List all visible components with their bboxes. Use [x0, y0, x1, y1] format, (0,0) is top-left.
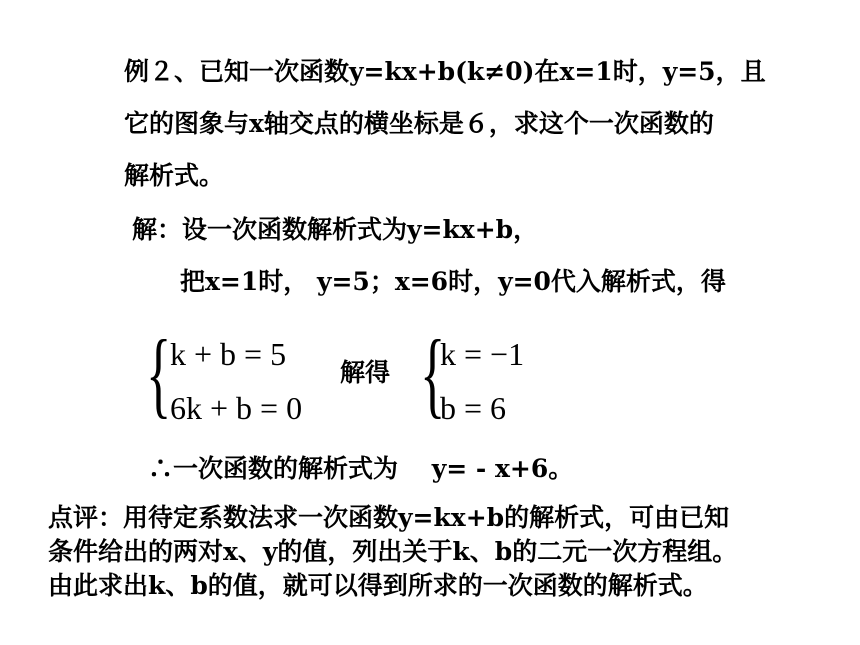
solution-line-2: 把x=1时， y=5；x=6时，y=0代入解析式，得 [180, 267, 726, 296]
problem-line-1: 例２、已知一次函数y=kx+b(k≠0)在x=1时，y=5，且 [124, 57, 766, 86]
comment-line-2: 条件给出的两对x、y的值，列出关于k、b的二元一次方程组。 [48, 537, 738, 566]
problem-line-2: 它的图象与x轴交点的横坐标是６，求这个一次函数的 [124, 109, 714, 138]
right-brace: { [420, 320, 446, 427]
result-k: k = −1 [440, 336, 525, 372]
equation-2: 6k + b = 0 [170, 390, 303, 426]
equation-1: k + b = 5 [170, 336, 287, 372]
result-b: b = 6 [440, 390, 507, 426]
problem-line-3: 解析式。 [124, 161, 225, 190]
comment-line-3: 由此求出k、b的值，就可以得到所求的一次函数的解析式。 [48, 571, 708, 600]
solve-label: 解得 [340, 358, 391, 387]
left-brace: { [146, 320, 172, 427]
comment-line-1: 点评：用待定系数法求一次函数y=kx+b的解析式，可由已知 [48, 503, 730, 532]
solution-line-1: 解：设一次函数解析式为y=kx+b， [132, 215, 539, 244]
conclusion: ∴一次函数的解析式为 y= - x+6。 [148, 454, 574, 483]
